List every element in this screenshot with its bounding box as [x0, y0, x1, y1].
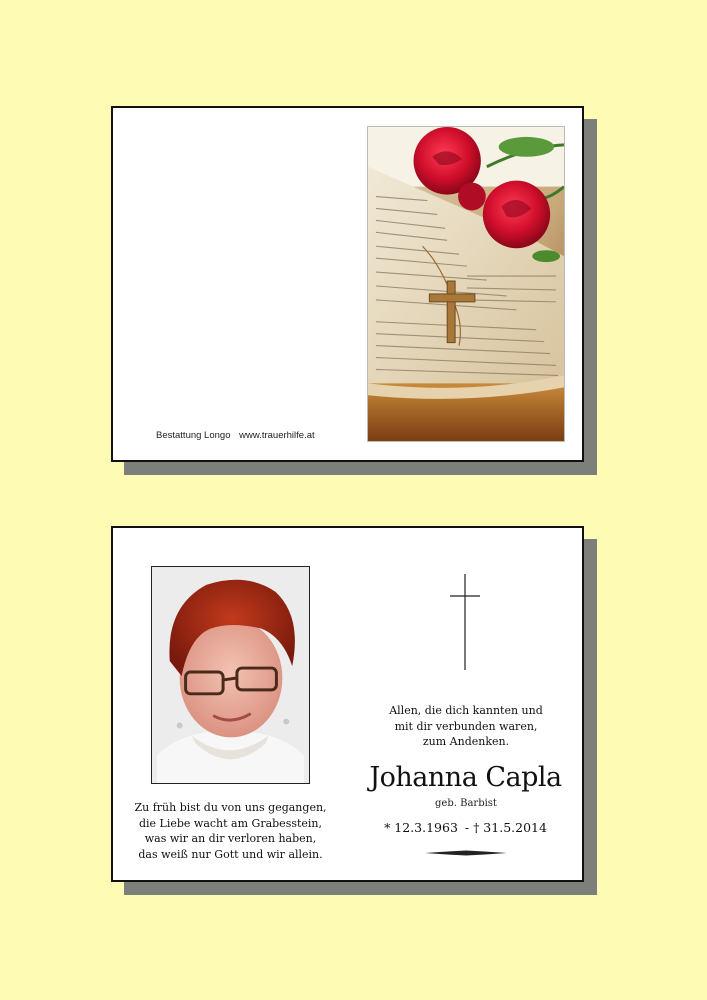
dedication-line: Allen, die dich kannten und	[389, 704, 543, 717]
card-front	[111, 106, 584, 462]
cross-icon	[450, 574, 480, 670]
dedication-text	[361, 703, 571, 750]
dedication-line: zum Andenken.	[422, 735, 510, 748]
undertaker-name: Bestattung Longo	[156, 430, 231, 441]
card-inside	[111, 526, 584, 882]
undertaker-website: www.trauerhilfe.at	[239, 430, 315, 441]
poem-line: Zu früh bist du von uns gegangen,	[134, 801, 327, 814]
life-dates	[348, 820, 583, 835]
deceased-name: Johanna Capla	[369, 762, 562, 793]
dedication-line: mit dir verbunden waren,	[394, 719, 538, 733]
death-date: - † 31.5.2014	[464, 820, 547, 835]
maiden-name: geb. Barbist	[435, 798, 497, 809]
memorial-poem	[123, 800, 338, 862]
birth-date: * 12.3.1963	[384, 820, 458, 835]
poem-line: die Liebe wacht am Grabesstein,	[138, 816, 323, 830]
ornament-divider-icon	[425, 850, 507, 856]
portrait-photo	[151, 566, 310, 784]
poem-line: was wir an dir verloren haben,	[144, 832, 317, 845]
undertaker-footer	[156, 430, 315, 441]
poem-line: das weiß nur Gott und wir allein.	[138, 847, 323, 861]
bible-roses-photo	[367, 126, 565, 442]
